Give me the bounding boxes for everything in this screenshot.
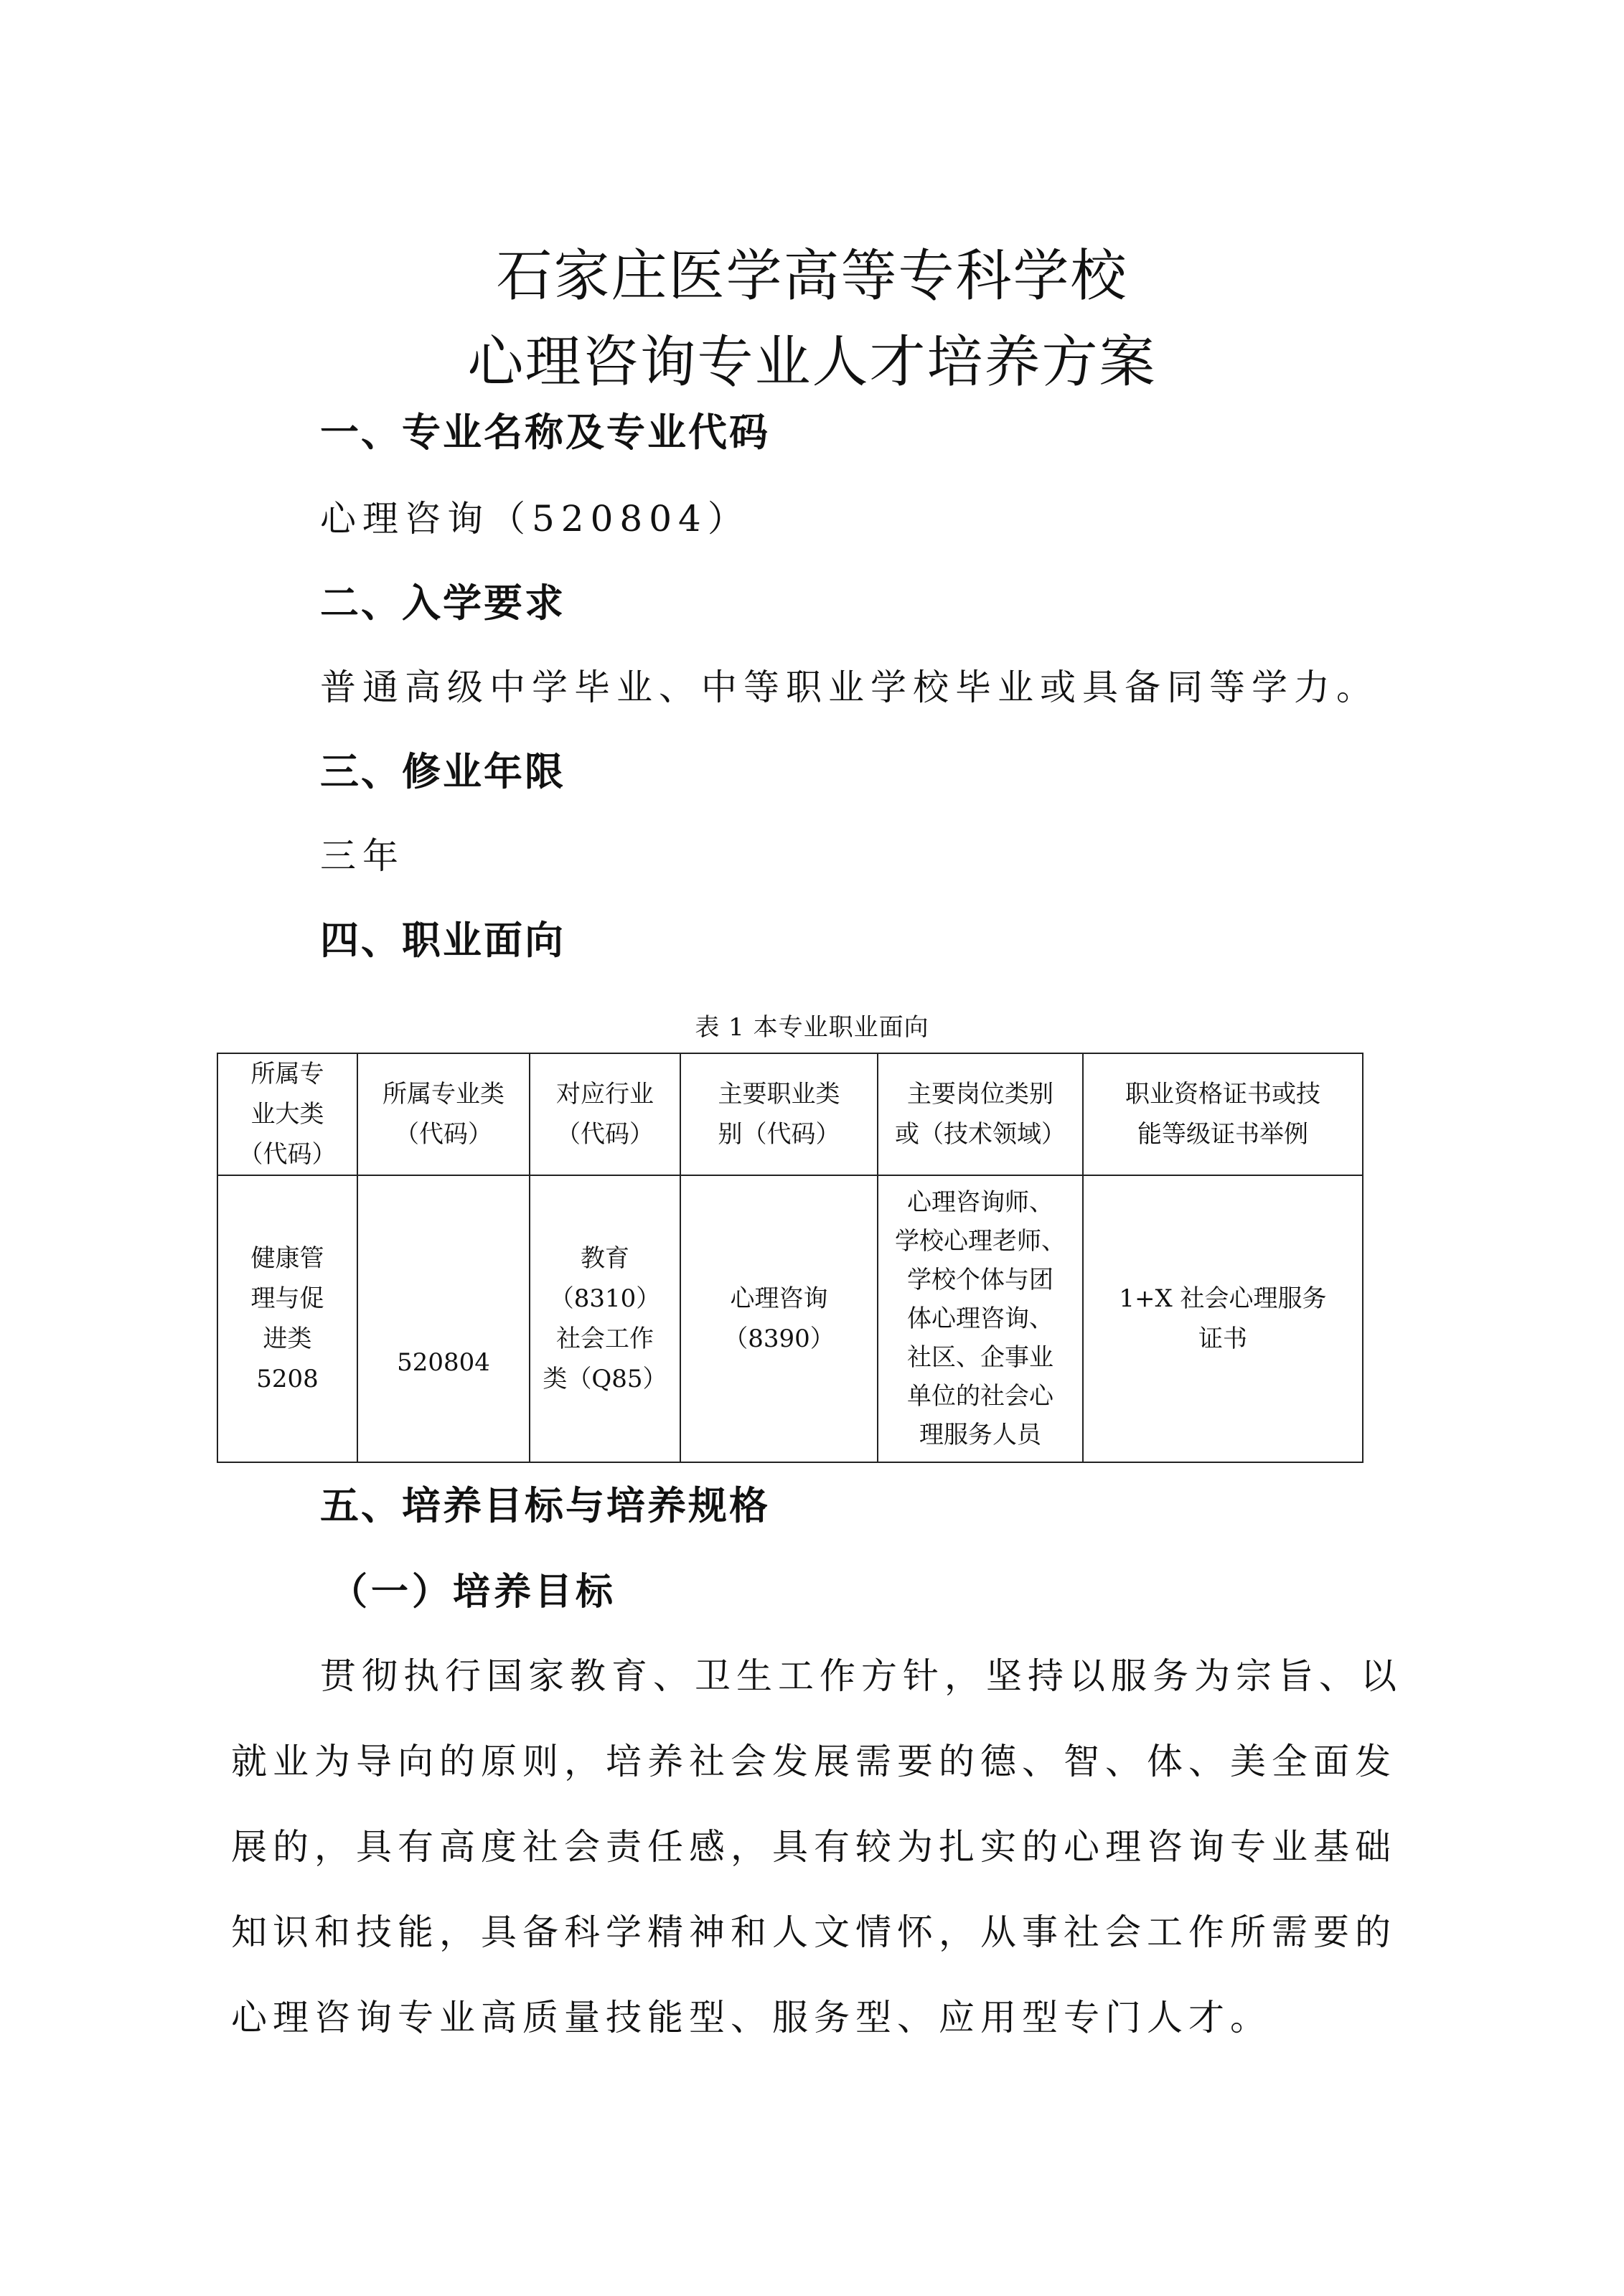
paragraph-line: 展的，具有高度社会责任感，具有较为扎实的心理咨询专业基础 xyxy=(231,1826,1397,1868)
header-industry: 对应行业 （代码） xyxy=(530,1053,680,1175)
cell-major-class: 520804 xyxy=(357,1175,530,1462)
section-heading-5: 五、培养目标与培养规格 xyxy=(320,1483,770,1528)
cell-occupation: 心理咨询 （8390） xyxy=(680,1175,878,1462)
paragraph-line: 知识和技能，具备科学精神和人文情怀，从事社会工作所需要的 xyxy=(231,1911,1397,1953)
cell-industry: 教育 （8310） 社会工作 类（Q85） xyxy=(530,1175,680,1462)
section-heading-1: 一、专业名称及专业代码 xyxy=(320,410,770,455)
cell-positions: 心理咨询师、 学校心理老师、 学校个体与团 体心理咨询、 社区、企事业 单位的社会心 理服务人员 xyxy=(878,1175,1083,1462)
section-text-1: 心理咨询（520804） xyxy=(320,498,750,540)
header-major-class: 所属专业类 （代码） xyxy=(357,1053,530,1175)
header-positions: 主要岗位类别 或（技术领域） xyxy=(878,1053,1083,1175)
section-text-2: 普通高级中学毕业、中等职业学校毕业或具备同等学力。 xyxy=(320,667,1379,708)
header-certificates: 职业资格证书或技 能等级证书举例 xyxy=(1083,1053,1363,1175)
cell-major-category: 健康管 理与促 进类 5208 xyxy=(217,1175,357,1462)
section-text-3: 三年 xyxy=(320,835,405,877)
header-occupation: 主要职业类 别（代码） xyxy=(680,1053,878,1175)
paragraph-line: 贯彻执行国家教育、卫生工作方针，坚持以服务为宗旨、以 xyxy=(320,1655,1402,1697)
table-header-row xyxy=(217,1053,1363,1175)
cell-certificates: 1+X 社会心理服务 证书 xyxy=(1083,1175,1363,1462)
table-row xyxy=(217,1175,1363,1462)
sub-heading-training-goal: （一）培养目标 xyxy=(330,1571,617,1614)
career-orientation-table xyxy=(217,1053,1363,1463)
document-title-line2: 心理咨询专业人才培养方案 xyxy=(467,330,1157,395)
document-title-line1: 石家庄医学高等专科学校 xyxy=(496,244,1128,309)
section-heading-4: 四、职业面向 xyxy=(320,918,565,963)
section-heading-2: 二、入学要求 xyxy=(320,580,565,626)
paragraph-line: 心理咨询专业高质量技能型、服务型、应用型专门人才。 xyxy=(231,1997,1272,2038)
header-major-category: 所属专 业大类 （代码） xyxy=(217,1053,357,1175)
section-heading-3: 三、修业年限 xyxy=(320,749,565,794)
table-caption: 表 1 本专业职业面向 xyxy=(695,1013,929,1042)
paragraph-line: 就业为导向的原则，培养社会发展需要的德、智、体、美全面发 xyxy=(231,1741,1397,1782)
